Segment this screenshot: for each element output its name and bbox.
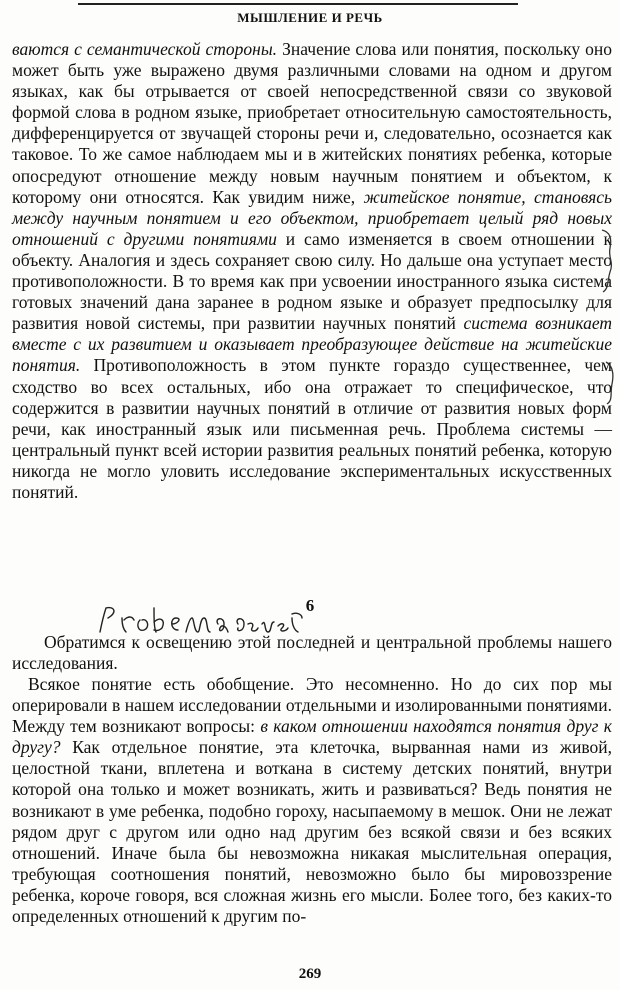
- text-run: Всякое понятие есть обобщение. Это несомненно. Но до сих пор мы оперировали в нашем исследовании отдельными и изолированными понятиями. Между тем возникают вопросы:: [12, 674, 612, 737]
- text-run: Противоположность в этом пункте гораздо существеннее, чем сходство во всех остальных, ибо она отражает то специфическое, что содержится в развитии научных понятий в отличие от развития новых форм речи, как иностранный язык или письменная речь. Проблема системы — центральный пункт всей истории развития реальных понятий ребенка, которую никогда не могло уловить исследование экспериментальных искусственных понятий.: [12, 355, 612, 502]
- paragraph-2: Обратимся к освещению этой последней и центральной проблемы нашего исследования.: [12, 632, 612, 674]
- header-rule: [78, 3, 518, 5]
- paragraph-1: [12, 39, 612, 503]
- italic-phrase: в каком отношении находятся понятия друг к другу?: [12, 716, 612, 758]
- margin-bracket-mark: [600, 228, 618, 294]
- text-run: и само изменяется в своем отношении к объекту. Аналогия и здесь сохраняет свою силу. Но дальше она уступает место противоположности. В то время как при усвоении иностранного языка система готовых значений дана заранее в родном языке и образует предпосылку для развития новой системы, при развитии научных понятий: [12, 228, 613, 334]
- margin-bracket-mark: [604, 360, 618, 406]
- text-run: Значение слова или понятия, поскольку оно может быть уже выражено двумя различными словами на одном и другом языках, как бы отрывается от своей непосредственной связи со звуковой формой слова в родном языке, приобретает относительную самостоятельность, дифференцируется от звучащей стороны речи и, следовательно, осознается как таковое. То же самое наблюдаем мы и в житейских понятиях ребенка, которые опосредуют отношение между новым научным понятием и объектом, к которому они относятся. Как увидим ниже,: [12, 39, 613, 207]
- section-number: 6: [305, 596, 315, 615]
- italic-phrase: житейское понятие, становясь между научным понятием и его объектом, приобретает целый ряд новых отношений с другими понятиями: [12, 186, 612, 249]
- text-run: Как отдельное понятие, эта клеточка, вырванная нами из живой, целостной ткани, вплетена и воткана в систему детских понятий, внутри которой она только и может возникать, жить и развиваться? Ведь понятия не возникают в уме ребенка, подобно гороху, насыпаемому в мешок. Они не лежат рядом друг с другом или одно над другим без всякой связи и без всяких отношений. Иначе была бы невозможна никакая мыслительная операция, требующая соотношения понятий, невозможно было бы мировоззрение ребенка, короче говоря, вся сложная жизнь его мысли. Более того, без каких-то определенных отношений к другим по-: [12, 737, 612, 927]
- italic-phrase: ваются с семантической стороны.: [12, 39, 278, 59]
- running-header: МЫШЛЕНИЕ И РЕЧЬ: [237, 10, 383, 25]
- paragraph-3: [12, 674, 612, 927]
- page-number: 269: [298, 966, 322, 982]
- italic-phrase: система возникает вместе с их развитием и оказывает преобразующее действие на житейские понятия.: [12, 313, 612, 376]
